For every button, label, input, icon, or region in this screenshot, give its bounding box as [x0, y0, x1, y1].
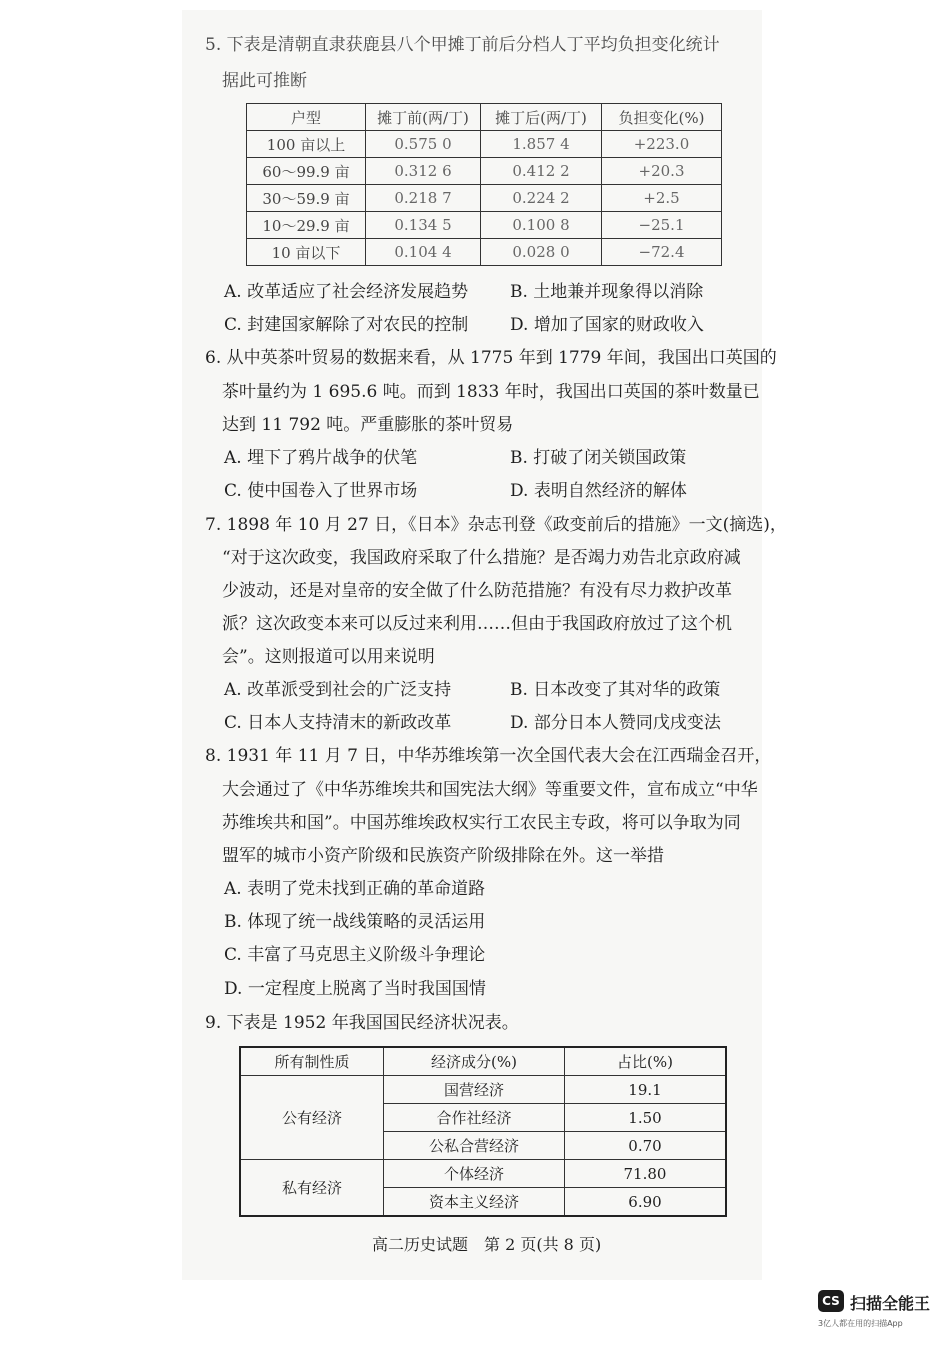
q5-option-b: B. 土地兼并现象得以消除: [510, 282, 704, 302]
table-cell: 公私合营经济: [384, 1132, 565, 1160]
watermark-subtitle: 3亿人都在用的扫描App: [818, 1319, 903, 1328]
table-cell: −25.1: [602, 212, 722, 239]
q5-stem-line2: 据此可推断: [222, 71, 307, 91]
table-cell: +20.3: [602, 158, 722, 185]
table-cell: 10～29.9 亩: [247, 212, 366, 239]
q8-option-c: C. 丰富了马克思主义阶级斗争理论: [224, 945, 486, 965]
table-header-cell: 所有制性质: [240, 1047, 384, 1076]
table-row: [247, 131, 722, 158]
table-cell: +223.0: [602, 131, 722, 158]
table-header-cell: 户型: [247, 104, 366, 131]
table-row: [247, 158, 722, 185]
table-cell: 0.224 2: [481, 185, 602, 212]
table-group-label: 公有经济: [240, 1076, 384, 1160]
camscanner-logo-icon: CS: [818, 1290, 844, 1312]
q8-option-b: B. 体现了统一战线策略的灵活运用: [224, 912, 486, 932]
page-footer: 高二历史试题 第 2 页(共 8 页): [372, 1235, 602, 1254]
table-cell: 30～59.9 亩: [247, 185, 366, 212]
q9-table: [239, 1046, 727, 1217]
table-cell: 10 亩以下: [247, 239, 366, 266]
table-cell: 60～99.9 亩: [247, 158, 366, 185]
table-cell: 1.857 4: [481, 131, 602, 158]
q6-stem-line2: 茶叶量约为 1 695.6 吨。而到 1833 年时，我国出口英国的茶叶数量已: [222, 382, 760, 402]
table-cell: 0.70: [565, 1132, 727, 1160]
table-row: [240, 1076, 726, 1104]
table-cell: 19.1: [565, 1076, 727, 1104]
q9-stem-line1: 9. 下表是 1952 年我国国民经济状况表。: [205, 1013, 519, 1033]
table-row: [247, 212, 722, 239]
q7-option-b: B. 日本改变了其对华的政策: [510, 680, 721, 700]
q6-option-c: C. 使中国卷入了世界市场: [224, 481, 418, 501]
q8-option-a: A. 表明了党未找到正确的革命道路: [224, 879, 486, 899]
q5-option-c: C. 封建国家解除了对农民的控制: [224, 315, 469, 335]
q7-option-a: A. 改革派受到社会的广泛支持: [224, 680, 452, 700]
table-cell: 0.575 0: [366, 131, 481, 158]
q6-option-d: D. 表明自然经济的解体: [510, 481, 687, 501]
q6-stem-line3: 达到 11 792 吨。严重膨胀的茶叶贸易: [222, 415, 514, 435]
table-cell: 0.100 8: [481, 212, 602, 239]
q8-stem-line1: 8. 1931 年 11 月 7 日，中华苏维埃第一次全国代表大会在江西瑞金召开，: [205, 746, 772, 766]
table-header-cell: 占比(%): [565, 1047, 727, 1076]
q7-stem-line4: 派？这次政变本来可以反过来利用……但由于我国政府放过了这个机: [222, 614, 732, 634]
q5-table: [246, 103, 722, 266]
q5-option-d: D. 增加了国家的财政收入: [510, 315, 704, 335]
table-cell: 0.134 5: [366, 212, 481, 239]
table-cell: −72.4: [602, 239, 722, 266]
table-row: [247, 239, 722, 266]
q7-option-d: D. 部分日本人赞同戊戌变法: [510, 713, 721, 733]
table-cell: +2.5: [602, 185, 722, 212]
table-cell: 71.80: [565, 1160, 727, 1188]
table-cell: 个体经济: [384, 1160, 565, 1188]
table-row: [240, 1160, 726, 1188]
table-row: [247, 185, 722, 212]
q6-option-b: B. 打破了闭关锁国政策: [510, 448, 687, 468]
table-cell: 0.028 0: [481, 239, 602, 266]
table-cell: 0.218 7: [366, 185, 481, 212]
table-cell: 国营经济: [384, 1076, 565, 1104]
table-cell: 100 亩以上: [247, 131, 366, 158]
q6-option-a: A. 埋下了鸦片战争的伏笔: [224, 448, 418, 468]
table-header-cell: 经济成分(%): [384, 1047, 565, 1076]
table-cell: 0.104 4: [366, 239, 481, 266]
table-header-cell: 摊丁后(两/丁): [481, 104, 602, 131]
q7-stem-line2: “对于这次政变，我国政府采取了什么措施？是否竭力劝告北京政府减: [222, 548, 741, 568]
q8-option-d: D. 一定程度上脱离了当时我国国情: [224, 979, 486, 999]
table-cell: 资本主义经济: [384, 1188, 565, 1217]
table-header-cell: 摊丁前(两/丁): [366, 104, 481, 131]
table-header-row: [247, 104, 722, 131]
table-header-row: [240, 1047, 726, 1076]
table-cell: 6.90: [565, 1188, 727, 1217]
q8-stem-line2: 大会通过了《中华苏维埃共和国宪法大纲》等重要文件，宣布成立“中华: [222, 780, 758, 800]
q5-stem-line1: 5. 下表是清朝直隶获鹿县八个甲摊丁前后分档人丁平均负担变化统计: [205, 35, 720, 55]
table-cell: 1.50: [565, 1104, 727, 1132]
q7-stem-line5: 会”。这则报道可以用来说明: [222, 647, 435, 667]
watermark-name: 扫描全能王: [850, 1294, 931, 1313]
table-cell: 0.412 2: [481, 158, 602, 185]
q8-stem-line4: 盟军的城市小资产阶级和民族资产阶级排除在外。这一举措: [222, 846, 664, 866]
table-cell: 合作社经济: [384, 1104, 565, 1132]
q6-stem-line1: 6. 从中英茶叶贸易的数据来看，从 1775 年到 1779 年间，我国出口英国的: [205, 348, 777, 368]
table-group-label: 私有经济: [240, 1160, 384, 1217]
q7-stem-line1: 7. 1898 年 10 月 27 日，《日本》杂志刊登《政变前后的措施》一文(摘选)，: [205, 515, 787, 535]
q8-stem-line3: 苏维埃共和国”。中国苏维埃政权实行工农民主专政，将可以争取为同: [222, 813, 741, 833]
table-cell: 0.312 6: [366, 158, 481, 185]
q5-option-a: A. 改革适应了社会经济发展趋势: [224, 282, 469, 302]
q7-option-c: C. 日本人支持清末的新政改革: [224, 713, 452, 733]
table-header-cell: 负担变化(%): [602, 104, 722, 131]
q7-stem-line3: 少波动，还是对皇帝的安全做了什么防范措施？有没有尽力救护改革: [222, 581, 732, 601]
